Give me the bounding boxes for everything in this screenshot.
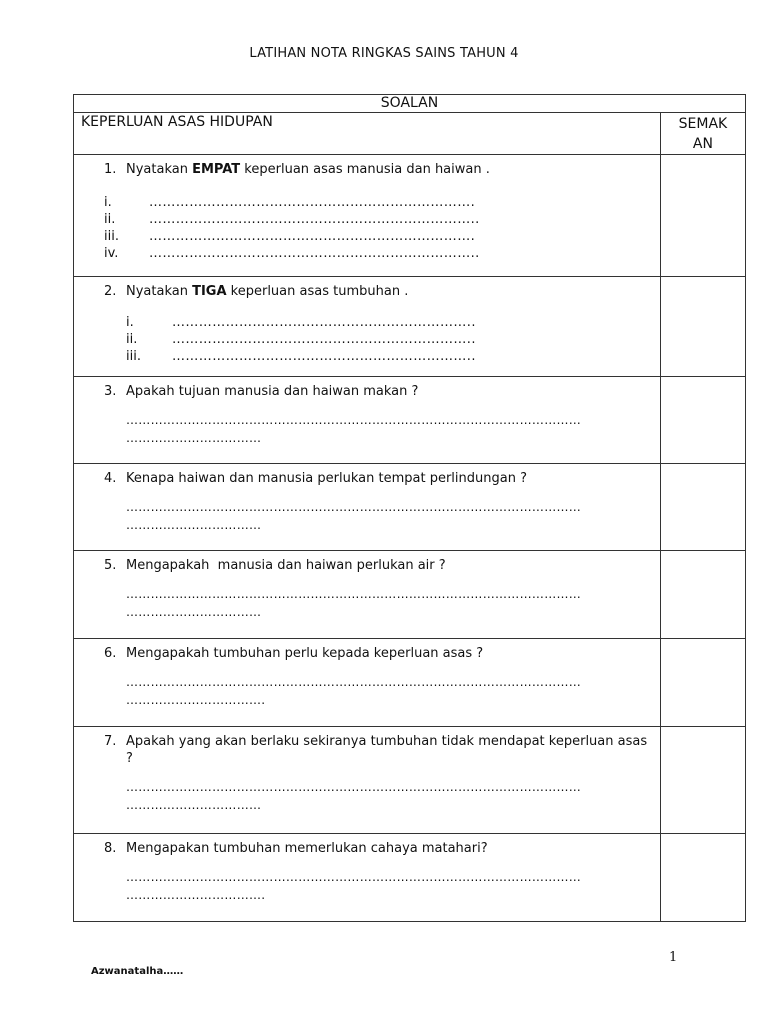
answer-list xyxy=(74,300,660,365)
soalan-header: SOALAN xyxy=(74,95,746,113)
roman-numeral: ii. xyxy=(104,212,116,227)
question-number: 4. xyxy=(104,471,117,486)
document-title: LATIHAN NOTA RINGKAS SAINS TAHUN 4 xyxy=(249,46,519,61)
topic-header: KEPERLUAN ASAS HIDUPAN xyxy=(74,113,661,155)
question-number: 8. xyxy=(104,841,117,856)
question-cell-4 xyxy=(74,464,661,551)
answer-line[interactable]: ………………………………………………………………………………………………… xyxy=(126,870,582,884)
answer-dots: ………………………………………………………….. xyxy=(172,349,476,364)
check-cell-8[interactable] xyxy=(660,834,745,922)
answer-line[interactable] xyxy=(126,348,660,365)
question-cell-3 xyxy=(74,377,661,464)
answer-dots: ……………………………………………………………….. xyxy=(149,212,480,227)
question-cell-7 xyxy=(74,727,661,834)
answer-line[interactable] xyxy=(104,211,660,228)
check-cell-7[interactable] xyxy=(660,727,745,834)
question-number: 5. xyxy=(104,558,117,573)
check-cell-6[interactable] xyxy=(660,639,745,727)
answer-line[interactable]: ………………………………………………………………………………………………… xyxy=(126,780,582,794)
question-text-post: keperluan asas tumbuhan . xyxy=(226,284,409,299)
answer-line[interactable]: ………………………………………………………………………………………………… xyxy=(126,675,582,689)
roman-numeral: ii. xyxy=(126,332,138,347)
answer-line[interactable] xyxy=(126,314,660,331)
roman-numeral: i. xyxy=(104,195,112,210)
answer-line[interactable]: …………………………… xyxy=(126,605,262,619)
question-cell-2 xyxy=(74,277,661,377)
question-cell-5 xyxy=(74,551,661,639)
question-number: 2. xyxy=(104,284,117,299)
page-number: 1 xyxy=(669,950,678,965)
answer-line[interactable]: …………………………… xyxy=(126,431,262,445)
question-row-8 xyxy=(74,834,746,922)
question-row-4 xyxy=(74,464,746,551)
answer-line[interactable]: ………………………………………………………………………………………………… xyxy=(126,587,582,601)
roman-numeral: iv. xyxy=(104,246,119,261)
answer-dots: ………………………………………………………………. xyxy=(149,195,476,210)
answer-list xyxy=(74,178,660,262)
check-cell-3[interactable] xyxy=(660,377,745,464)
answer-dots: ………………………………………………………….. xyxy=(172,332,476,347)
answer-line[interactable]: …………………………… xyxy=(126,518,262,532)
question-text: Apakah yang akan berlaku sekiranya tumbuhan tidak mendapat keperluan asas ? xyxy=(126,734,648,766)
check-cell-5[interactable] xyxy=(660,551,745,639)
question-text: Mengapakan tumbuhan memerlukan cahaya matahari? xyxy=(126,841,488,856)
answer-line[interactable] xyxy=(104,228,660,245)
question-cell-8 xyxy=(74,834,661,922)
answer-line[interactable]: …………………………… xyxy=(126,798,262,812)
worksheet-table xyxy=(73,94,746,922)
question-row-3 xyxy=(74,377,746,464)
question-text: Apakah tujuan manusia dan haiwan makan ? xyxy=(126,384,419,399)
question-row-7 xyxy=(74,727,746,834)
question-text-pre: Nyatakan xyxy=(126,162,193,177)
question-row-2 xyxy=(74,277,746,377)
table-header-row xyxy=(74,95,746,113)
check-header xyxy=(660,113,745,155)
answer-line[interactable]: ……………………………. xyxy=(126,693,266,707)
roman-numeral: i. xyxy=(126,315,134,330)
question-number: 7. xyxy=(104,734,117,749)
question-cell-6 xyxy=(74,639,661,727)
check-cell-1[interactable] xyxy=(660,155,745,277)
roman-numeral: iii. xyxy=(126,349,141,364)
check-header-line2: AN xyxy=(692,136,713,152)
question-text-pre: Nyatakan xyxy=(126,284,193,299)
question-text-bold: EMPAT xyxy=(192,162,241,177)
roman-numeral: iii. xyxy=(104,229,119,244)
answer-dots: ……………………………………………………………….. xyxy=(149,246,480,261)
answer-dots: ………………………………………………………….. xyxy=(172,315,476,330)
question-row-6 xyxy=(74,639,746,727)
question-number: 3. xyxy=(104,384,117,399)
check-cell-4[interactable] xyxy=(660,464,745,551)
table-subheader-row xyxy=(74,113,746,155)
question-row-1 xyxy=(74,155,746,277)
question-text-post: keperluan asas manusia dan haiwan . xyxy=(240,162,490,177)
check-cell-2[interactable] xyxy=(660,277,745,377)
question-text xyxy=(126,283,660,300)
question-text-bold: TIGA xyxy=(192,284,227,299)
question-text: Mengapakah tumbuhan perlu kepada keperluan asas ? xyxy=(126,646,484,661)
question-cell-1 xyxy=(74,155,661,277)
question-text: Mengapakah manusia dan haiwan perlukan air ? xyxy=(126,558,446,573)
check-header-line1: SEMAK xyxy=(678,116,728,132)
question-text: Kenapa haiwan dan manusia perlukan tempat perlindungan ? xyxy=(126,471,527,486)
answer-line[interactable]: ………………………………………………………………………………………………… xyxy=(126,500,582,514)
question-number: 1. xyxy=(104,162,117,177)
answer-line[interactable]: ……………………………. xyxy=(126,888,266,902)
answer-line[interactable]: ………………………………………………………………………………………………… xyxy=(126,413,582,427)
question-number: 6. xyxy=(104,646,117,661)
answer-line[interactable] xyxy=(104,194,660,211)
question-row-5 xyxy=(74,551,746,639)
footer-author: Azwanatalha…… xyxy=(91,966,184,977)
answer-dots: ………………………………………………………………. xyxy=(149,229,476,244)
answer-line[interactable] xyxy=(126,331,660,348)
question-text xyxy=(126,161,660,178)
answer-line[interactable] xyxy=(104,245,660,262)
